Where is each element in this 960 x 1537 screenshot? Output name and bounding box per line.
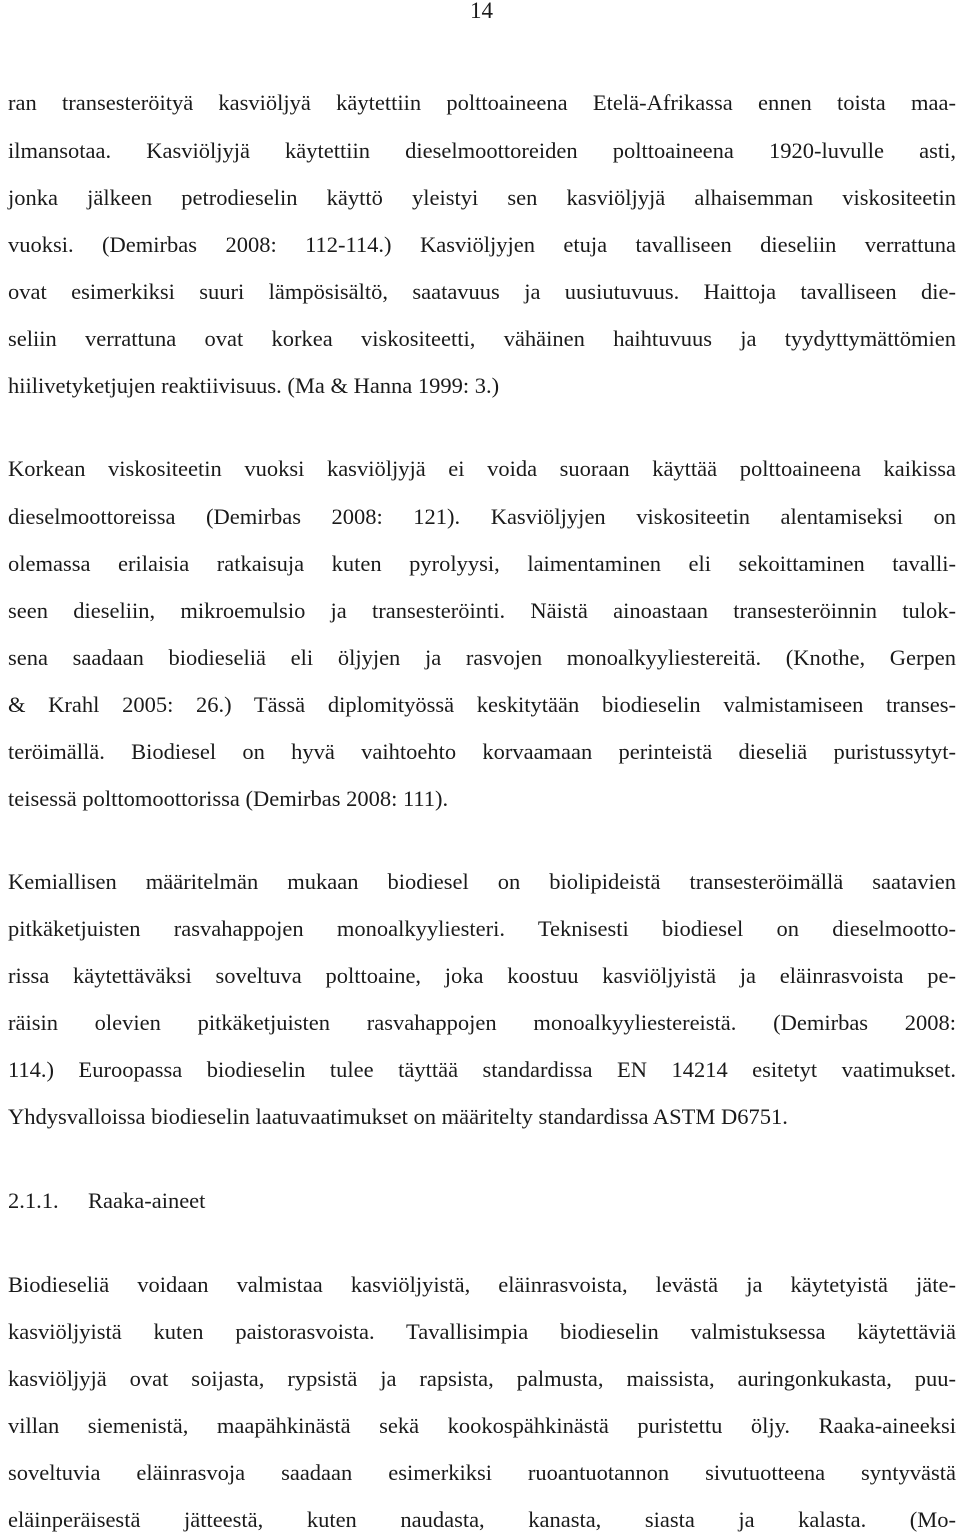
text-line: Kemiallisen määritelmän mukaan biodiesel on biolipideistä transesteröimällä saatavien <box>8 869 956 894</box>
text-line: Yhdysvalloissa biodieselin laatuvaatimukset on määritelty standardissa ASTM D6751. <box>8 1104 788 1129</box>
text-line: jonka jälkeen petrodieselin käyttö yleistyi sen kasviöljyjä alhaisemman viskositeetin <box>8 185 956 210</box>
text-line: Biodieseliä voidaan valmistaa kasviöljyistä, eläinrasvoista, levästä ja käytetyistä jäte- <box>8 1272 956 1297</box>
text-line: Korkean viskositeetin vuoksi kasviöljyjä ei voida suoraan käyttää polttoaineena kaikissa <box>8 456 956 481</box>
text-line: ilmansotaa. Kasviöljyjä käytettiin dieselmoottoreiden polttoaineena 1920-luvulle asti, <box>8 138 956 163</box>
text-line: sena saadaan biodieseliä eli öljyjen ja rasvojen monoalkyyliestereitä. (Knothe, Gerpen <box>8 645 956 670</box>
section-heading <box>8 1186 205 1216</box>
text-line: räisin olevien pitkäketjuisten rasvahappojen monoalkyyliestereistä. (Demirbas 2008: <box>8 1010 956 1035</box>
section-number: 2.1.1. <box>8 1188 59 1213</box>
text-line: vuoksi. (Demirbas 2008: 112-114.) Kasviöljyjen etuja tavalliseen dieseliin verrattuna <box>8 232 956 257</box>
text-line: teisessä polttomoottorissa (Demirbas 2008: 111). <box>8 786 449 811</box>
text-line: seen dieseliin, mikroemulsio ja transesteröinti. Näistä ainoastaan transesteröinnin tulok- <box>8 598 956 623</box>
section-title: Raaka-aineet <box>88 1188 206 1213</box>
page-number: 14 <box>470 0 493 23</box>
text-line: dieselmoottoreissa (Demirbas 2008: 121). Kasviöljyjen viskositeetin alentamiseksi on <box>8 504 956 529</box>
text-line: pitkäketjuisten rasvahappojen monoalkyyliesteri. Teknisesti biodiesel on dieselmootto- <box>8 916 956 941</box>
text-line: hiilivetyketjujen reaktiivisuus. (Ma & Hanna 1999: 3.) <box>8 373 500 398</box>
text-line: 114.) Euroopassa biodieselin tulee täyttää standardissa EN 14214 esitetyt vaatimukset. <box>8 1057 956 1082</box>
text-line: teröimällä. Biodiesel on hyvä vaihtoehto korvaamaan perinteistä dieseliä puristussytyt- <box>8 739 956 764</box>
text-line: villan siemenistä, maapähkinästä sekä kookospähkinästä puristettu öljy. Raaka-aineeksi <box>8 1413 956 1438</box>
text-line: ran transesteröityä kasviöljyä käytettiin polttoaineena Etelä-Afrikassa ennen toista maa- <box>8 90 956 115</box>
text-line: rissa käytettäväksi soveltuva polttoaine, joka koostuu kasviöljyistä ja eläinrasvoista pe- <box>8 963 956 988</box>
text-line: & Krahl 2005: 26.) Tässä diplomityössä keskitytään biodieselin valmistamiseen transes- <box>8 692 956 717</box>
text-line: ovat esimerkiksi suuri lämpösisältö, saatavuus ja uusiutuvuus. Haittoja tavalliseen die- <box>8 279 956 304</box>
text-line: soveltuvia eläinrasvoja saadaan esimerkiksi ruoantuotannon sivutuotteena syntyvästä <box>8 1460 956 1485</box>
text-line: olemassa erilaisia ratkaisuja kuten pyrolyysi, laimentaminen eli sekoittaminen tavalli- <box>8 551 956 576</box>
text-line: kasviöljyistä kuten paistorasvoista. Tavallisimpia biodieselin valmistuksessa käytettäviä <box>8 1319 956 1344</box>
text-line: eläinperäisestä jätteestä, kuten naudasta, kanasta, siasta ja kalasta. (Mo- <box>8 1507 956 1532</box>
text-line: seliin verrattuna ovat korkea viskositeetti, vähäinen haihtuvuus ja tyydyttymättömien <box>8 326 956 351</box>
text-line: kasviöljyjä ovat soijasta, rypsistä ja rapsista, palmusta, maissista, auringonkukasta, puu- <box>8 1366 956 1391</box>
